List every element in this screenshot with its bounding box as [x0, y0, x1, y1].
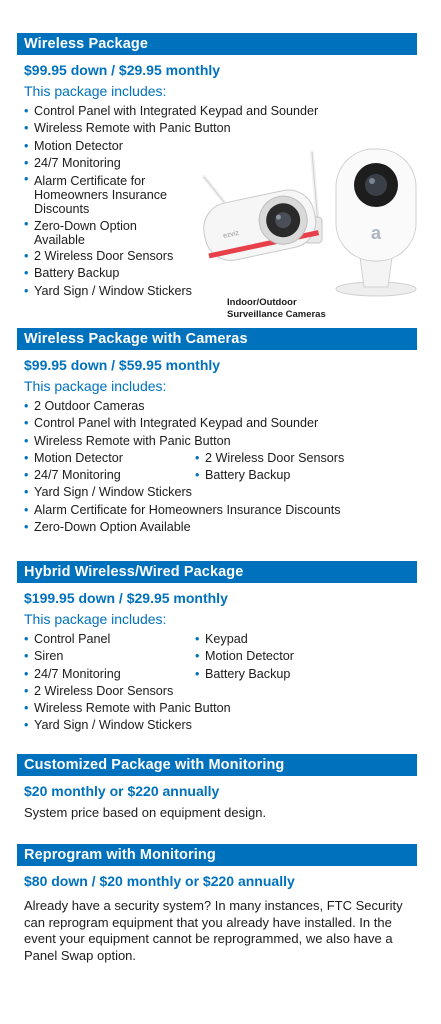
- list-item: • 24/7 Monitoring: [24, 155, 417, 172]
- package-wireless-cameras: [17, 328, 417, 536]
- camera-logo-icon: a: [370, 223, 382, 243]
- list-item: • Control Panel with Integrated Keypad and Sounder: [24, 415, 417, 432]
- list-item: • 2 Wireless Door Sensors: [195, 450, 344, 467]
- list-item: • 24/7 Monitoring: [24, 467, 195, 484]
- list-item: • Zero-Down Option Available: [24, 217, 164, 248]
- package-title: Hybrid Wireless/Wired Package: [17, 561, 417, 583]
- package-price: $80 down / $20 monthly or $220 annually: [24, 873, 295, 889]
- cameras-illustration: [196, 147, 426, 302]
- list-item: • Alarm Certificate for Homeowners Insurance Discounts: [24, 172, 184, 217]
- list-item: • Yard Sign / Window Stickers: [24, 484, 417, 501]
- package-hybrid: [17, 561, 417, 735]
- list-item: • 2 Outdoor Cameras: [24, 398, 417, 415]
- list-item: • Control Panel with Integrated Keypad and Sounder: [24, 103, 417, 120]
- package-price: $99.95 down / $29.95 monthly: [24, 62, 221, 78]
- list-item: • Battery Backup: [195, 467, 344, 484]
- feature-list: [17, 683, 417, 735]
- list-item: • 24/7 Monitoring: [24, 666, 195, 683]
- list-item: • Motion Detector: [195, 648, 294, 665]
- includes-label: This package includes:: [24, 378, 167, 394]
- list-item: • Battery Backup: [24, 265, 417, 282]
- package-price: $199.95 down / $29.95 monthly: [24, 590, 228, 606]
- feature-list-right: [195, 450, 344, 485]
- package-price: $99.95 down / $59.95 monthly: [24, 357, 221, 373]
- package-title: Customized Package with Monitoring: [17, 754, 417, 776]
- feature-list-left: [24, 631, 195, 683]
- list-item: • Wireless Remote with Panic Button: [24, 700, 417, 717]
- list-item: • 2 Wireless Door Sensors: [24, 683, 417, 700]
- camera-caption: Indoor/Outdoor Surveillance Cameras: [227, 297, 326, 320]
- package-title: Wireless Package: [17, 33, 417, 55]
- package-reprogram: [17, 844, 417, 964]
- list-item: • Motion Detector: [24, 138, 417, 155]
- feature-list: [17, 484, 417, 536]
- list-item: • Zero-Down Option Available: [24, 519, 417, 536]
- package-title: Wireless Package with Cameras: [17, 328, 417, 350]
- list-item: • Motion Detector: [24, 450, 195, 467]
- package-customized: [17, 754, 417, 822]
- camera-brand-label: ezviz: [222, 229, 240, 240]
- list-item: • Siren: [24, 648, 195, 665]
- list-item: • Control Panel: [24, 631, 195, 648]
- package-price: $20 monthly or $220 annually: [24, 783, 220, 799]
- feature-list: [17, 398, 417, 450]
- feature-list-left: [24, 450, 195, 485]
- includes-label: This package includes:: [24, 611, 167, 627]
- list-item: • 2 Wireless Door Sensors: [24, 248, 417, 265]
- feature-list-right: [195, 631, 294, 683]
- package-description: Already have a security system? In many instances, FTC Security can reprogram equipment that you already have installed. In the event your equipment cannot be reprogrammed, we also have a Panel Swap option.: [24, 898, 403, 963]
- list-item: • Keypad: [195, 631, 294, 648]
- package-title: Reprogram with Monitoring: [17, 844, 417, 866]
- list-item: • Alarm Certificate for Homeowners Insurance Discounts: [24, 502, 417, 519]
- package-description: System price based on equipment design.: [24, 805, 267, 820]
- list-item: • Battery Backup: [195, 666, 294, 683]
- list-item: • Wireless Remote with Panic Button: [24, 433, 417, 450]
- list-item: • Yard Sign / Window Stickers: [24, 283, 417, 300]
- list-item: • Wireless Remote with Panic Button: [24, 120, 417, 137]
- includes-label: This package includes:: [24, 83, 167, 99]
- list-item: • Yard Sign / Window Stickers: [24, 717, 417, 734]
